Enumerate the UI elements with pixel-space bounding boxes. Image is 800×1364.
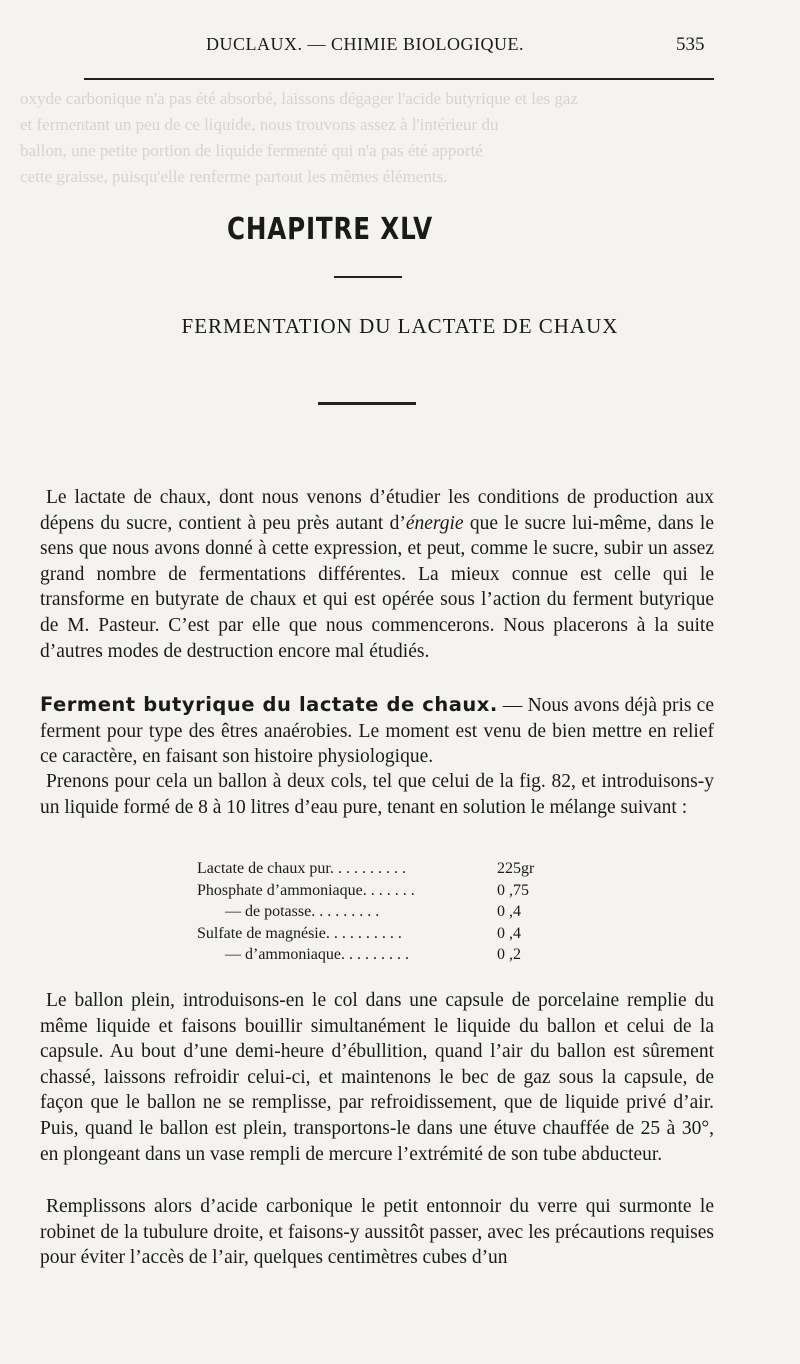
subtitle-rule	[318, 402, 416, 405]
chapter-rule	[334, 276, 402, 278]
recipe-table	[197, 858, 577, 966]
paragraph-section	[40, 692, 714, 770]
recipe-ingredient: Lactate de chaux pur. . . . . . . . . .	[197, 860, 406, 877]
paragraph-intro	[40, 485, 714, 664]
show-through-text: ballon, une petite portion de liquide fermenté qui n'a pas été apporté	[20, 141, 483, 160]
paragraph-text: Le ballon plein, introduisons-en le col dans une capsule de porcelaine remplie du même liquide et faisons bouillir simultanément le liquide du ballon et celui de la capsule. Au bout d’une demi-heure d’ébullition, quand l’air du ballon est sûrement chassé, laissons refroidir celui-ci, et maintenons le bec de gaz sous la capsule, de façon que le ballon ne se remplisse, par refroidissement, que de liquide privé d’air. Puis, quand le ballon est plein, transportons-le dans une étuve chauffée de 25 à 30°, en plongeant dans un vase rempli de mercure l’extrémité de son tube abducteur.	[40, 990, 714, 1165]
recipe-amount: 0 ,2	[497, 946, 521, 963]
show-through-text: cette graisse, puisqu'elle renferme partout les mêmes éléments.	[20, 167, 448, 186]
paragraph-carbonic	[40, 1194, 714, 1271]
recipe-amount: 225gr	[497, 860, 535, 877]
recipe-row	[197, 901, 577, 923]
recipe-amount: 0 ,4	[497, 924, 521, 942]
recipe-ingredient: Sulfate de magnésie. . . . . . . . . .	[197, 924, 402, 942]
paragraph-boiling	[40, 988, 714, 1167]
emphasis-text: énergie	[405, 512, 464, 534]
paragraph-text: Remplissons alors d’acide carbonique le petit entonnoir du verre qui surmonte le robinet de la tubulure droite, et faisons-y aussitôt passer, avec les précautions requises pour éviter l’accès de l’air, quelques centimètres cubes d’un	[40, 1196, 714, 1269]
paragraph-text: Prenons pour cela un ballon à deux cols, tel que celui de la fig. 82, et introduisons-y un liquide formé de 8 à 10 litres d’eau pure, tenant en solution le mélange suivant :	[40, 771, 714, 818]
recipe-row	[197, 880, 577, 902]
recipe-amount: 0 ,75	[497, 881, 529, 899]
recipe-amount: 0 ,4	[497, 903, 521, 920]
paragraph-text: — Nous avons déjà pris ce ferment pour type des êtres anaérobies. Le moment est venu de bien mettre en relief ce caractère, en faisant son histoire physiologique.	[40, 695, 714, 768]
recipe-ingredient: — de potasse. . . . . . . . .	[225, 903, 380, 920]
running-head: DUCLAUX. — CHIMIE BIOLOGIQUE.	[206, 34, 524, 54]
chapter-subtitle: FERMENTATION DU LACTATE DE CHAUX	[181, 314, 619, 338]
paragraph-text: que le sucre lui-même, dans le sens que nous avons donné à cette expression, et peut, comme le sucre, subir un assez grand nombre de fermentations différentes. La mieux connue est celle qui le transforme en butyrate de chaux et qui est opérée sous l’action du ferment butyrique de M. Pasteur. C’est par elle que nous commencerons. Nous placerons à la suite d’autres modes de destruction encore mal étudiés.	[40, 512, 714, 662]
show-through-text: et fermentant un peu de ce liquide, nous trouvons assez à l'intérieur du	[20, 115, 499, 134]
recipe-ingredient: — d’ammoniaque. . . . . . . . .	[225, 946, 409, 963]
chapter-title: CHAPITRE XLV	[226, 212, 434, 247]
section-title: Ferment butyrique du lactate de chaux.	[40, 693, 498, 716]
header-rule	[84, 78, 714, 80]
paragraph-text: Le lactate de chaux, dont nous venons d’étudier les conditions de production aux dépens du sucre, contient à peu près autant d’	[40, 487, 714, 534]
recipe-row	[197, 858, 577, 880]
recipe-row	[197, 923, 577, 945]
page-number: 535	[676, 34, 705, 55]
recipe-row	[197, 944, 577, 966]
show-through-text: oxyde carbonique n'a pas été absorbé, laissons dégager l'acide butyrique et les gaz	[20, 89, 578, 108]
paragraph-setup	[40, 769, 714, 820]
recipe-ingredient: Phosphate d’ammoniaque. . . . . . .	[197, 881, 415, 899]
